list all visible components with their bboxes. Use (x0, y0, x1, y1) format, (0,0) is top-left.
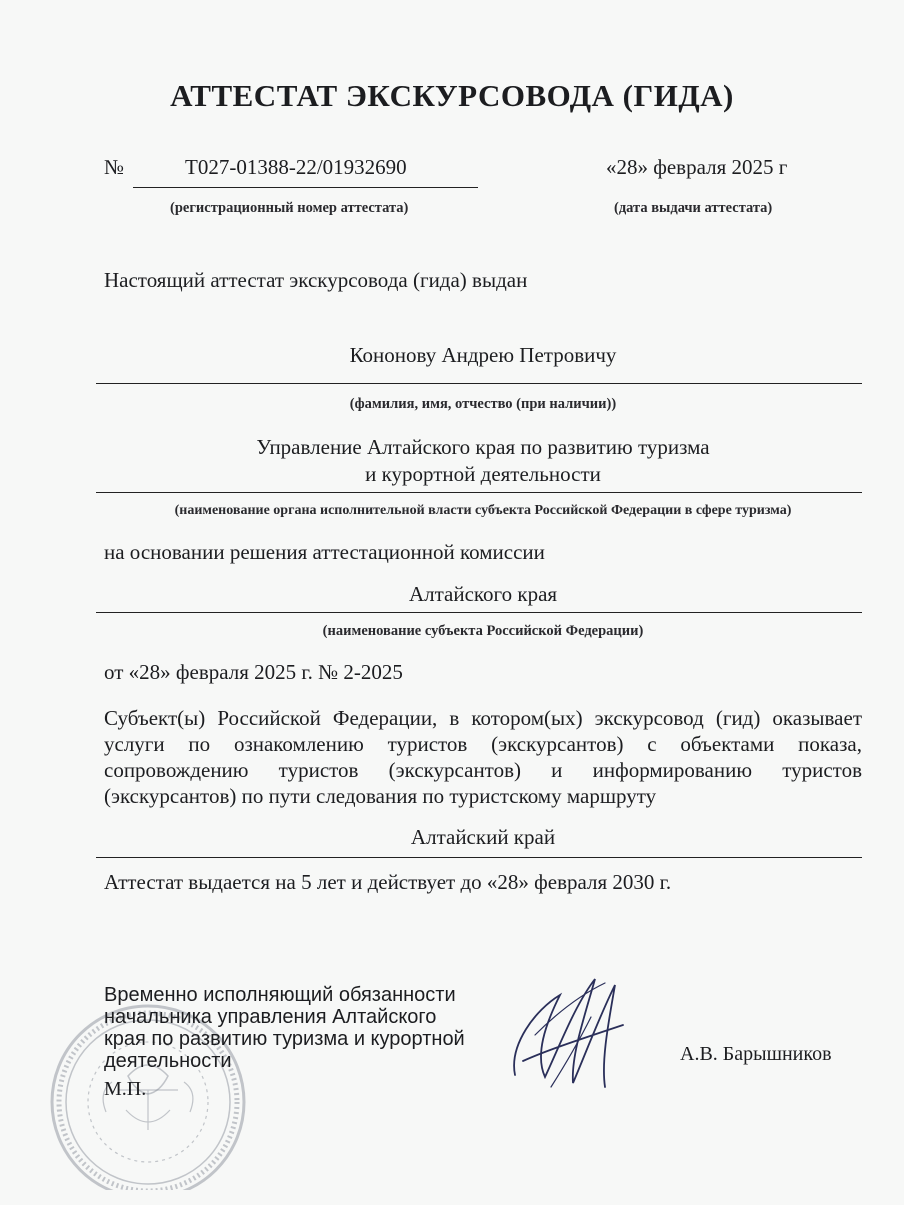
registration-number: Т027-01388-22/01932690 (185, 155, 407, 179)
holder-name-underline (96, 383, 862, 384)
handwritten-signature-icon (505, 965, 635, 1100)
holder-name: Кононову Андрею Петровичу (349, 343, 617, 367)
signatory-position-line4: деятельности (104, 1050, 232, 1072)
signatory-position-line1: Временно исполняющий обязанности (104, 984, 456, 1006)
number-sign: № (104, 155, 125, 179)
issuing-agency-underline (96, 492, 862, 493)
signatory-position (104, 984, 494, 1072)
registration-number-underline (133, 187, 478, 188)
region-underline (96, 612, 862, 613)
issuing-agency-caption: (наименование органа исполнительной власти субъекта Российской Федерации в сфере туризма) (174, 503, 792, 518)
issuing-agency-line2: и курортной деятельности (365, 462, 601, 486)
holder-name-caption: (фамилия, имя, отчество (при наличии)) (349, 396, 617, 412)
issuing-agency (104, 434, 862, 488)
issuing-agency-line1: Управление Алтайского края по развитию туризма (256, 435, 710, 459)
issue-date: «28» февраля 2025 г (606, 155, 788, 179)
decision-reference: от «28» февраля 2025 г. № 2-2025 (104, 660, 403, 684)
basis-text: на основании решения аттестационной комиссии (104, 540, 545, 564)
stamp-place-label: М.П. (104, 1078, 147, 1100)
subjects-paragraph: Субъект(ы) Российской Федерации, в котором(ых) экскурсовод (гид) оказывает услуги по ознакомлению туристов (экскурсантов) с объектами показа, сопровождению туристов (экскурсантов) и информированию туристов (экскурсантов) по пути следования по туристскому маршруту (104, 706, 862, 808)
territory-underline (96, 857, 862, 858)
document-title: АТТЕСТАТ ЭКСКУРСОВОДА (ГИДА) (170, 78, 734, 113)
region-name: Алтайского края (408, 582, 558, 606)
signatory-position-line3: края по развитию туризма и курортной (104, 1028, 465, 1050)
validity-text: Аттестат выдается на 5 лет и действует до «28» февраля 2030 г. (104, 870, 672, 894)
issue-date-caption: (дата выдачи аттестата) (614, 200, 773, 216)
registration-number-caption: (регистрационный номер аттестата) (170, 200, 409, 216)
intro-text: Настоящий аттестат экскурсовода (гида) выдан (104, 268, 528, 292)
signer-name: А.В. Барышников (680, 1043, 832, 1065)
signatory-position-line2: начальника управления Алтайского (104, 1006, 437, 1028)
region-caption: (наименование субъекта Российской Федерации) (322, 623, 644, 639)
territory-name: Алтайский край (410, 825, 556, 849)
